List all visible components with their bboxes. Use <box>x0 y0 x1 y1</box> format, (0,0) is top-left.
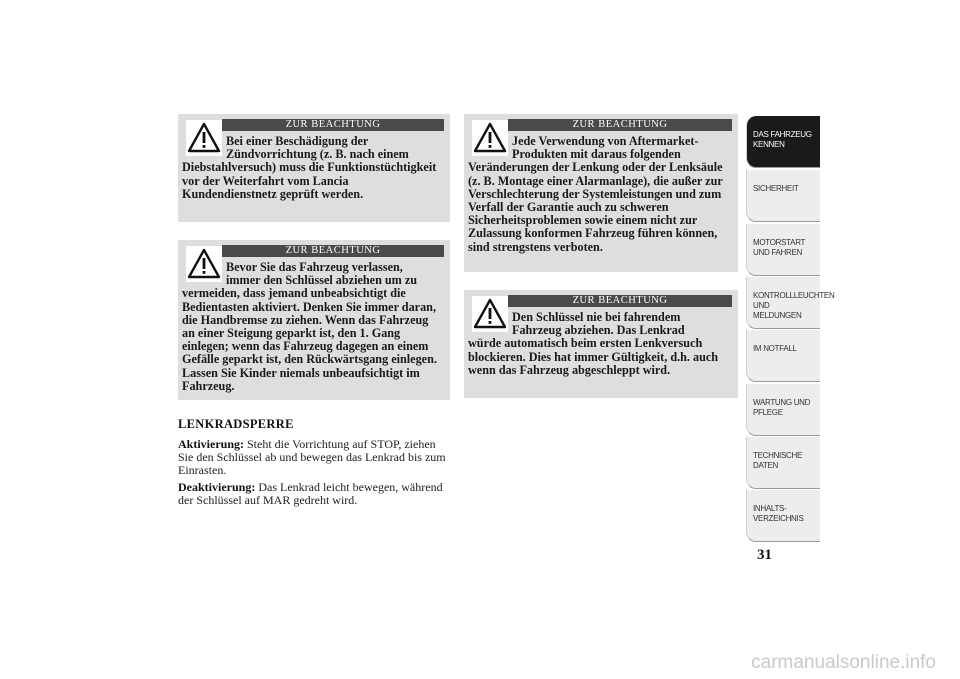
watermark: carmanualsonline.info <box>751 652 936 673</box>
warning-header: ZUR BEACHTUNG <box>508 295 732 307</box>
warning-header: ZUR BEACHTUNG <box>508 119 732 131</box>
page-number: 31 <box>757 547 772 563</box>
warning-box-3 <box>464 114 738 272</box>
deactivation-text: Das Lenkrad leicht bewegen, während der Schlüssel auf MAR gedreht wird. <box>178 480 443 508</box>
deactivation-paragraph <box>178 481 448 507</box>
warning-text: Jede Verwendung von Aftermarket- Produkten mit daraus folgenden Veränderungen der Lenkung oder der Lenksäule (z. B. Montage einer Alarmanlage), die außer zur Verschlechterung der Systemleistungen und zum Verfall der Garantie auch zu schweren Sicherheitsproblemen sowie einem nicht zur Zulassung konformen Fahrzeug führen können, sind strengstens verboten. <box>468 134 723 254</box>
tab-im-notfall[interactable]: IM NOTFALL <box>746 330 820 382</box>
tab-sicherheit[interactable]: SICHERHEIT <box>746 170 820 222</box>
tab-wartung-und-pflege[interactable]: WARTUNG UND PFLEGE <box>746 384 820 436</box>
warning-box-2 <box>178 240 450 400</box>
tab-motorstart-und-fahren[interactable]: MOTORSTART UND FAHREN <box>746 224 820 276</box>
warning-text: Den Schlüssel nie bei fahrendem Fahrzeug abziehen. Das Lenkrad würde automatisch beim ersten Lenkversuch blockieren. Dies hat immer Gültigkeit, d.h. auch wenn das Fahrzeug abgeschleppt wird. <box>468 310 719 377</box>
activation-label: Aktivierung: <box>178 437 244 451</box>
warning-box-1 <box>178 114 450 222</box>
warning-header: ZUR BEACHTUNG <box>222 245 444 257</box>
deactivation-label: Deaktivierung: <box>178 480 256 494</box>
activation-paragraph <box>178 438 448 478</box>
warning-header: ZUR BEACHTUNG <box>222 119 444 131</box>
warning-text: Bei einer Beschädigung der Zündvorrichtung (z. B. nach einem Diebstahlversuch) muss die Funktionstüchtigkeit vor der Weiterfahrt vom Lancia Kundendienstnetz geprüft werden. <box>182 134 437 201</box>
tab-inhaltsverzeichnis[interactable]: INHALTS-VERZEICHNIS <box>746 490 820 542</box>
tab-kontrollleuchten[interactable]: KONTROLLLEUCHTEN UND MELDUNGEN <box>746 277 820 329</box>
tab-das-fahrzeug-kennen[interactable]: DAS FAHRZEUG KENNEN <box>746 116 820 168</box>
activation-text: Steht die Vorrichtung auf STOP, ziehen Sie den Schlüssel ab und bewegen das Lenkrad bis zum Einrasten. <box>178 437 446 478</box>
warning-text: Bevor Sie das Fahrzeug verlassen, immer den Schlüssel abziehen um zu vermeiden, dass jemand unbeabsichtigt die Bedientasten aktiviert. Denken Sie immer daran, die Handbremse zu ziehen. Wenn das Fahrzeug an einer Steigung geparkt ist, den 1. Gang einlegen; wenn das Fahrzeug dagegen an einem Gefälle geparkt ist, den Rückwärtsgang einlegen. Lassen Sie Kinder niemals unbeaufsichtigt im Fahrzeug. <box>182 260 437 393</box>
section-title: LENKRADSPERRE <box>178 417 294 431</box>
tab-technische-daten[interactable]: TECHNISCHE DATEN <box>746 437 820 489</box>
warning-box-4 <box>464 290 738 398</box>
